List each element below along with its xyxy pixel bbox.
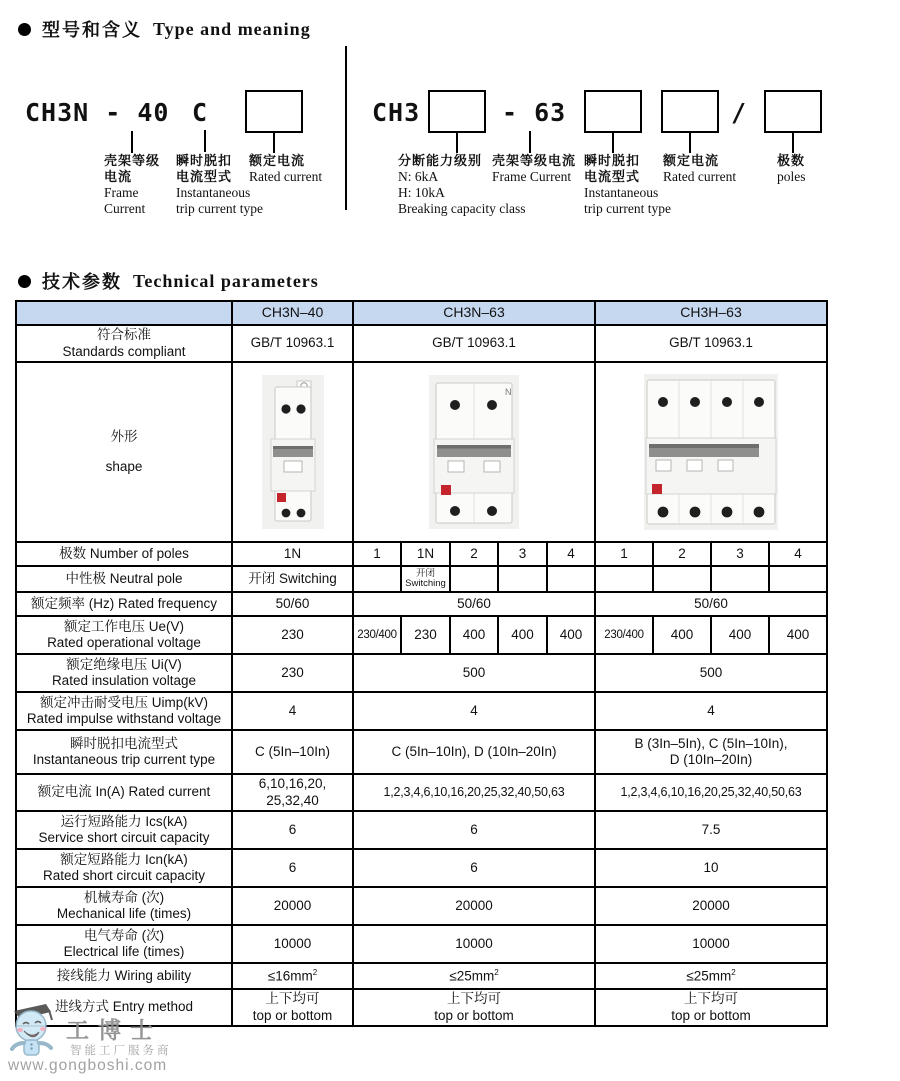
row-ue xyxy=(16,616,827,654)
section-bullet-icon xyxy=(18,23,31,36)
cell-value: 20000 xyxy=(232,887,353,925)
model-frame-63: - 63 xyxy=(502,98,567,127)
cell-value: 上下均可 top or bottom xyxy=(232,989,353,1026)
cell-value: 500 xyxy=(353,654,595,692)
row-neutral xyxy=(16,566,827,592)
cell-value: 230/400 xyxy=(353,616,401,654)
section-title-type-meaning xyxy=(18,16,311,42)
tick-line xyxy=(456,133,458,153)
cell-value: 2 xyxy=(653,542,711,566)
tick-line xyxy=(612,133,614,153)
row-label: 额定冲击耐受电压 Uimp(kV) Rated impulse withstand voltage xyxy=(16,692,232,730)
watermark-url: www.gongboshi.com xyxy=(8,1057,168,1074)
cell-empty xyxy=(769,566,827,592)
cell-value: 3 xyxy=(711,542,769,566)
row-label: 接线能力 Wiring ability xyxy=(16,963,232,989)
row-label: 额定短路能力 Icn(kA) Rated short circuit capacity xyxy=(16,849,232,887)
row-trip-type xyxy=(16,730,827,774)
cell-photo-4p xyxy=(595,362,827,542)
section-title-en: Type and meaning xyxy=(153,18,311,39)
tick-line xyxy=(689,133,691,153)
cell-value: 上下均可 top or bottom xyxy=(353,989,595,1026)
cell-value: $\le 25mm^2$ xyxy=(595,963,827,989)
row-poles xyxy=(16,542,827,566)
cell-value: 1N xyxy=(232,542,353,566)
cell-value: 230 xyxy=(401,616,450,654)
cell-value: 400 xyxy=(547,616,595,654)
rated-current-box-2 xyxy=(661,90,719,133)
row-label: 极数 Number of poles xyxy=(16,542,232,566)
cell-value: 230 xyxy=(232,616,353,654)
label-breaking-capacity: 分断能力级别 N: 6kA H: 10kA Breaking capacity class xyxy=(398,153,526,216)
cell-value: 1,2,3,4,6,10,16,20,25,32,40,50,63 xyxy=(595,774,827,811)
cell-value: 开闭 Switching xyxy=(232,566,353,592)
cell-value: 1N xyxy=(401,542,450,566)
trip-type-box xyxy=(584,90,642,133)
section-title-zh: 型号和含义 xyxy=(42,20,142,40)
cell-value: 6 xyxy=(353,811,595,849)
cell-value: 50/60 xyxy=(353,592,595,616)
cell-value: C (5In–10In), D (10In–20In) xyxy=(353,730,595,774)
tick-line xyxy=(792,133,794,153)
watermark-tagline: 智能工厂服务商 xyxy=(70,1045,172,1057)
breaker-photo-1-pole xyxy=(261,373,325,531)
column-header-ch3n40: CH3N–40 xyxy=(232,301,353,325)
cell-value: 400 xyxy=(711,616,769,654)
column-header-ch3h63: CH3H–63 xyxy=(595,301,827,325)
cell-value: 4 xyxy=(547,542,595,566)
row-label: 进线方式 Entry method xyxy=(16,989,232,1026)
model-trip-code: C xyxy=(192,98,209,127)
label-trip-type: 瞬时脱扣 电流型式 Instantaneous trip current type xyxy=(176,153,263,216)
row-label: 额定频率 (Hz) Rated frequency xyxy=(16,592,232,616)
watermark-brand: 工博士 xyxy=(66,1018,162,1043)
section-bullet-icon xyxy=(18,275,31,288)
label-frame-current: 壳架等级 电流 Frame Current xyxy=(104,153,161,216)
column-header-ch3n63: CH3N–63 xyxy=(353,301,595,325)
cell-value: 10000 xyxy=(595,925,827,963)
label-poles: 极数 poles xyxy=(777,153,806,184)
diagram-divider xyxy=(345,46,347,210)
model-code-ch3n40: CH3N - 40 xyxy=(25,98,170,127)
row-wiring xyxy=(16,963,827,989)
cell-value: 4 xyxy=(353,692,595,730)
row-label: 机械寿命 (次) Mechanical life (times) xyxy=(16,887,232,925)
row-label: 电气寿命 (次) Electrical life (times) xyxy=(16,925,232,963)
cell-value: 400 xyxy=(498,616,547,654)
row-ics xyxy=(16,811,827,849)
row-icn xyxy=(16,849,827,887)
cell-value: 2 xyxy=(450,542,498,566)
cell-value: $\le 16mm^2$ xyxy=(232,963,353,989)
cell-value: 400 xyxy=(450,616,498,654)
row-shape xyxy=(16,362,827,542)
section-title-tech-params xyxy=(18,268,319,294)
cell-empty xyxy=(711,566,769,592)
breaker-photo-4-pole xyxy=(643,372,779,532)
cell-empty xyxy=(498,566,547,592)
cell-value: 6 xyxy=(232,849,353,887)
cell-value: GB/T 10963.1 xyxy=(595,325,827,362)
cell-empty xyxy=(547,566,595,592)
breaking-capacity-box xyxy=(428,90,486,133)
cell-value: GB/T 10963.1 xyxy=(353,325,595,362)
row-elec-life xyxy=(16,925,827,963)
cell-value: 230 xyxy=(232,654,353,692)
row-label: 瞬时脱扣电流型式 Instantaneous trip current type xyxy=(16,730,232,774)
row-label: 额定工作电压 Ue(V) Rated operational voltage xyxy=(16,616,232,654)
row-label: 运行短路能力 Ics(kA) Service short circuit capacity xyxy=(16,811,232,849)
breaker-photo-2-pole xyxy=(428,373,520,531)
cell-value: $\le 25mm^2$ xyxy=(353,963,595,989)
cell-photo-2p xyxy=(353,362,595,542)
cell-value: 3 xyxy=(498,542,547,566)
section-title-zh: 技术参数 xyxy=(42,272,122,292)
cell-value: 400 xyxy=(769,616,827,654)
cell-value: 10 xyxy=(595,849,827,887)
cell-value: GB/T 10963.1 xyxy=(232,325,353,362)
cell-value: 10000 xyxy=(353,925,595,963)
cell-value: 开闭 Switching xyxy=(401,566,450,592)
label-frame-current-2: 壳架等级电流 Frame Current xyxy=(492,153,577,184)
cell-value: 1 xyxy=(595,542,653,566)
label-rated-current: 额定电流 Rated current xyxy=(249,153,323,184)
pole-n-mark: N xyxy=(505,387,512,397)
row-label: 符合标准 Standards compliant xyxy=(16,325,232,362)
cell-value: 6 xyxy=(353,849,595,887)
row-rated-current xyxy=(16,774,827,811)
cell-empty xyxy=(450,566,498,592)
cell-photo-1p xyxy=(232,362,353,542)
cell-value: 20000 xyxy=(595,887,827,925)
row-label: 外形 shape xyxy=(16,362,232,542)
cell-value: 4 xyxy=(595,692,827,730)
table-corner-cell xyxy=(16,301,232,325)
tick-line xyxy=(529,131,531,153)
row-uimp xyxy=(16,692,827,730)
row-label: 中性极 Neutral pole xyxy=(16,566,232,592)
label-trip-type-2: 瞬时脱扣 电流型式 Instantaneous trip current type xyxy=(584,153,671,216)
section-title-en: Technical parameters xyxy=(133,270,319,291)
row-standards xyxy=(16,325,827,362)
rated-current-box xyxy=(245,90,303,133)
cell-value: 20000 xyxy=(353,887,595,925)
cell-value: 1 xyxy=(353,542,401,566)
cell-empty xyxy=(353,566,401,592)
cell-value: B (3In–5In), C (5In–10In), D (10In–20In) xyxy=(595,730,827,774)
cell-empty xyxy=(653,566,711,592)
row-label: 额定绝缘电压 Ui(V) Rated insulation voltage xyxy=(16,654,232,692)
tick-line xyxy=(273,133,275,153)
poles-box xyxy=(764,90,822,133)
cell-value: 7.5 xyxy=(595,811,827,849)
cell-value: 上下均可 top or bottom xyxy=(595,989,827,1026)
label-rated-current-2: 额定电流 Rated current xyxy=(663,153,737,184)
model-code-ch3: CH3 xyxy=(372,98,421,127)
cell-value: 10000 xyxy=(232,925,353,963)
technical-parameters-table xyxy=(15,300,828,1027)
model-slash: / xyxy=(731,98,748,127)
cell-value: C (5In–10In) xyxy=(232,730,353,774)
cell-empty xyxy=(595,566,653,592)
cell-value: 230/400 xyxy=(595,616,653,654)
row-label: 额定电流 In(A) Rated current xyxy=(16,774,232,811)
cell-value: 50/60 xyxy=(595,592,827,616)
cell-value: 6,10,16,20, 25,32,40 xyxy=(232,774,353,811)
tick-line xyxy=(204,130,206,152)
cell-value: 400 xyxy=(653,616,711,654)
cell-value: 50/60 xyxy=(232,592,353,616)
mascot-icon xyxy=(2,998,64,1060)
watermark xyxy=(0,996,240,1078)
row-ui xyxy=(16,654,827,692)
row-frequency xyxy=(16,592,827,616)
cell-value: 1,2,3,4,6,10,16,20,25,32,40,50,63 xyxy=(353,774,595,811)
table-header-row xyxy=(16,301,827,325)
cell-value: 500 xyxy=(595,654,827,692)
row-mech-life xyxy=(16,887,827,925)
cell-value: 6 xyxy=(232,811,353,849)
cell-value: 4 xyxy=(232,692,353,730)
cell-value: 4 xyxy=(769,542,827,566)
tick-line xyxy=(131,131,133,153)
